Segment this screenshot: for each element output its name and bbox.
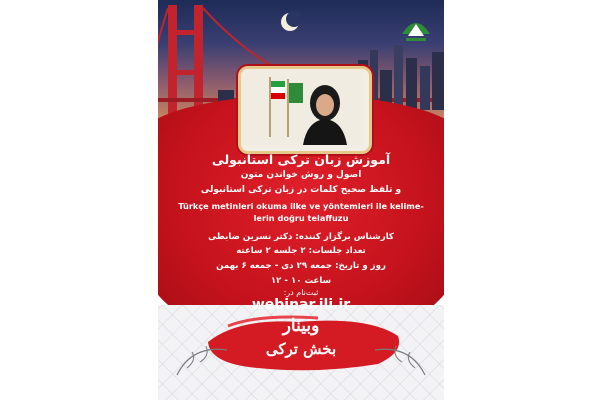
subtitle-line-2: و تلفظ صحیح کلمات در زبان ترکی استانبولی [200, 185, 402, 195]
webinar-badge-title: وبینار [282, 316, 320, 336]
event-time: ساعت ۱۰ - ۱۲ [270, 276, 332, 286]
right-ornament-icon [370, 340, 430, 380]
event-dates: روز و تاریخ: جمعه ۲۹ دی - جمعه ۶ بهمن [216, 261, 386, 271]
page-title: آموزش زبان ترکی استانبولی [211, 152, 391, 167]
expert-info: کارشناس برگزار کننده: دکتر نسرین ضابطی [208, 232, 394, 242]
turkish-subtitle: Türkçe metinleri okuma ilke ve yöntemleri ile kelime-lerin doğru telaffuzu [178, 201, 424, 223]
webinar-badge-department: بخش ترکی [265, 340, 337, 358]
registration-url[interactable]: webinar.ili.ir [251, 297, 351, 313]
speaker-portrait-illustration [241, 69, 363, 145]
institute-logo-icon [396, 8, 436, 44]
speaker-photo [238, 66, 372, 154]
registration-label: ثبت‌نام در: [283, 288, 319, 297]
left-ornament-icon [172, 340, 232, 380]
webinar-poster [158, 0, 444, 400]
subtitle-line-1: اصول و روش خواندن متون [240, 170, 362, 180]
session-count: تعداد جلسات: ۲ جلسه ۲ ساعته [236, 246, 366, 256]
